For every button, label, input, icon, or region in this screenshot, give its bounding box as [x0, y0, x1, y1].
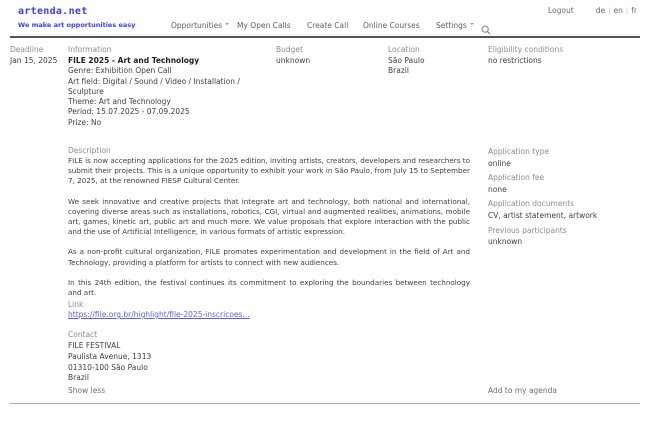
listing-art-field: Art field: Digital / Sound / Video / Installation / Sculpture [68, 76, 240, 96]
nav-item-online-courses[interactable] [363, 21, 420, 30]
description-paragraph: FILE is now accepting applications for the 2025 edition, inviting artists, creators, developers and researchers to submit their projects. This is a unique opportunity to exhibit your work in São Paulo, from July 15 to September 7, 2025, at the renowned FIESP Cultural Center. [68, 156, 470, 186]
deadline-value: Jan 15, 2025 [10, 56, 58, 65]
contact-label: Contact [68, 330, 98, 339]
contact-info [68, 341, 151, 384]
detail-application-type [488, 146, 640, 169]
contact-city: 01310-100 São Paulo [68, 362, 148, 372]
link-label: Link [68, 300, 84, 309]
location-value [388, 56, 425, 77]
column-header-location: Location [388, 45, 420, 54]
language-fr[interactable]: fr [631, 6, 637, 15]
language-switcher [593, 6, 640, 15]
header-divider [10, 36, 640, 38]
detail-label: Application documents [488, 199, 575, 209]
listing-period: Period: 15.07.2025 - 07.09.2025 [68, 107, 190, 117]
show-less-link[interactable]: Show less [68, 386, 106, 395]
nav-item-settings[interactable] [436, 21, 474, 30]
detail-label: Previous participants [488, 225, 567, 235]
column-header-budget: Budget [276, 45, 303, 54]
detail-value: unknown [488, 237, 523, 247]
column-header-eligibility: Eligibility conditions [488, 45, 564, 54]
contact-name: FILE FESTIVAL [68, 341, 121, 350]
description-paragraph: As a non-profit cultural organization, FILE promotes experimentation and development in the field of Art and Technology, providing a platform for artists to connect with new audiences. [68, 247, 470, 267]
language-separator: | [608, 6, 611, 15]
nav-item-label: Online Courses [363, 21, 420, 30]
site-tagline: We make art opportunities easy [18, 21, 136, 29]
detail-application-documents [488, 198, 640, 221]
nav-item-label: Settings [436, 21, 467, 30]
description-paragraph: In this 24th edition, the festival continues its commitment to exploring the boundaries between technology and art. [68, 277, 470, 298]
application-details [488, 146, 640, 251]
column-header-information: Information [68, 45, 112, 54]
description-label: Description [68, 146, 111, 155]
logout-link[interactable]: Logout [548, 6, 574, 15]
listing-theme: Theme: Art and Technology [68, 97, 171, 107]
listing-genre: Genre: Exhibition Open Call [68, 66, 172, 76]
chevron-down-icon [470, 23, 474, 27]
language-en[interactable]: en [613, 6, 623, 15]
description-text [68, 156, 470, 308]
nav-item-label: Create Call [307, 21, 349, 30]
nav-item-create-call[interactable] [307, 21, 348, 30]
detail-application-fee [488, 172, 640, 195]
detail-label: Application type [488, 147, 550, 156]
listing-prize: Prize: No [68, 117, 102, 127]
detail-value: online [488, 158, 511, 168]
detail-label: Application fee [488, 173, 545, 183]
nav-item-my-open-calls[interactable] [237, 21, 291, 30]
chevron-down-icon [225, 23, 229, 27]
budget-value: unknown [276, 56, 311, 65]
language-de[interactable]: de [595, 6, 606, 15]
contact-street: Paulista Avenue, 1313 [68, 351, 152, 361]
location-city: São Paulo [388, 56, 425, 65]
eligibility-value: no restrictions [488, 56, 542, 65]
detail-previous-participants [488, 225, 640, 248]
detail-value: none [488, 184, 507, 194]
site-logo[interactable]: artenda.net [18, 6, 88, 17]
contact-country: Brazil [68, 373, 89, 383]
bottom-divider [10, 403, 640, 404]
nav-item-label: Opportunities [171, 21, 223, 30]
listing-title: FILE 2025 - Art and Technology [68, 56, 200, 65]
add-to-agenda-link[interactable]: Add to my agenda [488, 386, 558, 395]
language-separator: | [625, 6, 629, 15]
location-country: Brazil [388, 66, 409, 76]
detail-value: CV, artist statement, artwork [488, 210, 598, 220]
column-header-deadline: Deadline [10, 45, 44, 54]
nav-item-label: My Open Calls [237, 21, 291, 30]
description-paragraph: We seek innovative and creative projects that integrate art and technology, both national and international, covering diverse areas such as installations, robotics, CGI, virtual and augmented realities, animations, mobile art, games, kinetic art, public art and much more. We value proposals that explore interaction with the public and the use of Artificial Intelligence, in various formats of artistic expression. [68, 196, 470, 237]
nav-item-opportunities[interactable] [171, 21, 229, 30]
listing-info [68, 56, 274, 128]
external-link[interactable]: https://file.org.br/highlight/file-2025-inscricoes... [68, 310, 250, 319]
